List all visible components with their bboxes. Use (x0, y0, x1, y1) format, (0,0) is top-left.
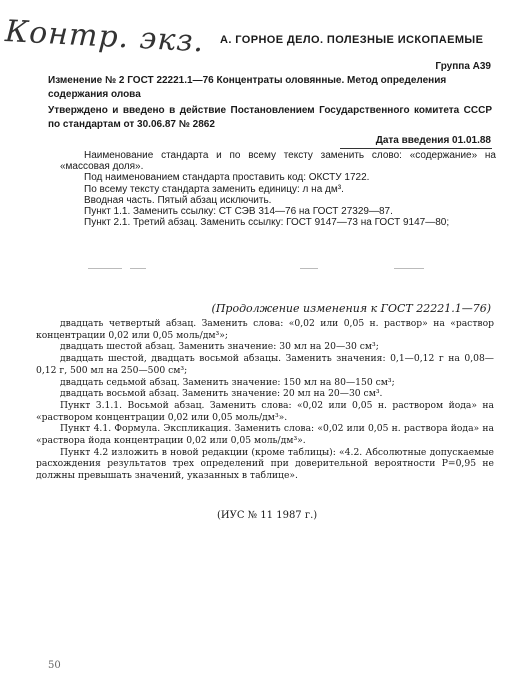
print-artifact (130, 268, 146, 269)
paragraph: Под наименованием стандарта проставить код: ОКСТУ 1722. (84, 172, 370, 184)
paragraph: Пункт 1.1. Заменить ссылку: СТ СЭВ 314—76 на ГОСТ 27329—87. (84, 206, 393, 218)
print-artifact (300, 268, 318, 269)
paragraph: двадцать шестой абзац. Заменить значение: 30 мл на 20—30 см³; (60, 341, 379, 353)
section-title: А. ГОРНОЕ ДЕЛО. ПОЛЕЗНЫЕ ИСКОПАЕМЫЕ (220, 34, 484, 46)
print-artifact (88, 268, 122, 269)
group-code: Группа А39 (435, 61, 491, 72)
paragraph: двадцать шестой, двадцать восьмой абзацы. Заменить значения: 0,1—0,12 г на 0,08—0,12 г, 500 мл на 250—500 см³; (36, 353, 494, 376)
paragraph: Пункт 3.1.1. Восьмой абзац. Заменить слова: «0,02 или 0,05 н. раствором йода» на «раствором концентрации 0,02 или 0,05 моль/дм³». (36, 399, 494, 423)
amendment-title: Изменение № 2 ГОСТ 22221.1—76 Концентраты оловянные. Метод определения содержания олова (48, 75, 447, 100)
divider-rule (340, 148, 492, 149)
paragraph: Наименование стандарта и по всему тексту заменить слово: «содержание» на «массовая доля». (60, 150, 496, 173)
paragraph: По всему тексту стандарта заменить единицу: л на дм³. (84, 183, 344, 195)
continuation-body (36, 318, 494, 482)
top-amendment-text (60, 150, 496, 228)
page-number: 50 (48, 660, 61, 671)
paragraph: Пункт 4.2 изложить в новой редакции (кроме таблицы): «4.2. Абсолютные допускаемые расхождения результатов трех определений при доверительной вероятности P=0,95 не должны превышать значений, указанных в таблице». (36, 446, 494, 482)
print-artifact (394, 268, 424, 269)
handwritten-note: Контр. экз. (4, 14, 206, 60)
continuation-title: (Продолжение изменения к ГОСТ 22221.1—76) (211, 302, 491, 315)
paragraph: Вводная часть. Пятый абзац исключить. (84, 194, 272, 206)
ius-reference: (ИУС № 11 1987 г.) (217, 510, 318, 521)
paragraph: двадцать четвертый абзац. Заменить слова: «0,02 или 0,05 н. раствор» на «раствор концентрации 0,02 или 0,05 моль/дм³»; (36, 318, 494, 341)
paragraph: Пункт 4.1. Формула. Экспликация. Заменить слова: «0,02 или 0,05 н. раствора йода» на «раствора йода концентрации 0,02 или 0,05 моль/дм³». (36, 423, 494, 447)
introduction-date: Дата введения 01.01.88 (375, 135, 491, 146)
paragraph: Пункт 2.1. Третий абзац. Заменить ссылку: ГОСТ 9147—73 на ГОСТ 9147—80; (84, 217, 450, 229)
approval-statement: Утверждено и введено в действие Постановлением Государственного комитета СССР по стандартам от 30.06.87 № 2862 (48, 105, 492, 130)
paragraph: двадцать седьмой абзац. Заменить значение: 150 мл на 80—150 см³; (60, 376, 395, 388)
paragraph: двадцать восьмой абзац. Заменить значение: 20 мл на 20—30 см³. (60, 388, 383, 400)
